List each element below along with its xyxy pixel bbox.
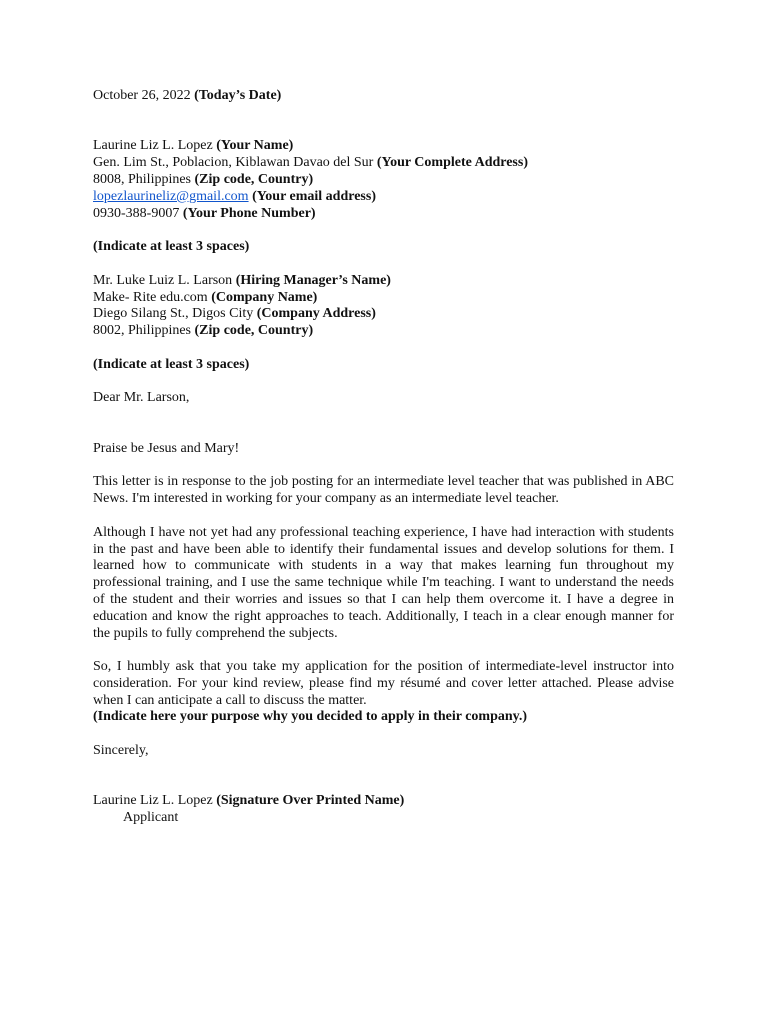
recipient-name-line [93, 273, 674, 290]
sender-block [93, 138, 674, 222]
sender-email-label: (Your email address) [252, 188, 376, 204]
salutation: Dear Mr. Larson, [93, 390, 190, 406]
spacing-note: (Indicate at least 3 spaces) [93, 356, 250, 372]
recipient-block [93, 273, 674, 340]
signature-line [93, 793, 674, 810]
recipient-address-label: (Company Address) [256, 306, 376, 322]
sender-zip-label: (Zip code, Country) [194, 171, 314, 187]
signature-label: (Signature Over Printed Name) [216, 793, 405, 809]
purpose-note: (Indicate here your purpose why you decided to apply in their company.) [93, 709, 528, 725]
recipient-address: Diego Silang St., Digos City [93, 306, 254, 322]
sender-address-line [93, 155, 674, 172]
body-paragraph-2: Although I have not yet had any professional teaching experience, I have had interaction with students in the past and have been able to identify their fundamental issues and develop solutions for them. I learned how to communicate with students in a way that makes learning fun throughout my professional training, and I use the same technique while I'm teaching. I want to understand the needs of the student and their worries and issues so that I can help them overcome it. I have a degree in education and know the right approaches to teach. Additionally, I teach in a clear enough manner for the pupils to fully comprehend the subjects. [93, 524, 674, 641]
closing: Sincerely, [93, 743, 149, 759]
recipient-zip-label: (Zip code, Country) [194, 323, 314, 339]
body-paragraph-3: So, I humbly ask that you take my application for the position of intermediate-level instructor into consideration. For your kind review, please find my résumé and cover letter attached. Please advise when I can anticipate a call to discuss the matter. [93, 659, 674, 708]
signature-name: Laurine Liz L. Lopez [93, 793, 213, 809]
recipient-zip: 8002, Philippines [93, 323, 192, 339]
sender-email-line [93, 189, 674, 206]
signature-title: Applicant [123, 810, 179, 826]
recipient-address-line [93, 306, 674, 323]
sender-email-link[interactable]: lopezlaurineliz@gmail.com [93, 188, 249, 204]
recipient-zip-line [93, 323, 674, 340]
sender-address: Gen. Lim St., Poblacion, Kiblawan Davao del Sur [93, 155, 374, 171]
sender-name-label: (Your Name) [216, 138, 294, 154]
date-text: October 26, 2022 [93, 88, 191, 103]
cover-letter [93, 88, 674, 827]
sender-phone-label: (Your Phone Number) [182, 205, 316, 221]
recipient-company-label: (Company Name) [211, 289, 318, 305]
sender-name: Laurine Liz L. Lopez [93, 138, 213, 154]
spacing-note: (Indicate at least 3 spaces) [93, 239, 250, 255]
sender-address-label: (Your Complete Address) [376, 155, 528, 171]
recipient-name-label: (Hiring Manager’s Name) [235, 272, 391, 288]
sender-name-line [93, 138, 674, 155]
greeting: Praise be Jesus and Mary! [93, 440, 240, 456]
recipient-company-line [93, 290, 674, 307]
sender-phone-line [93, 206, 674, 223]
body-paragraph-1: This letter is in response to the job posting for an intermediate level teacher that was published in ABC News. I'm interested in working for your company as an intermediate level teacher. [93, 474, 674, 507]
sender-phone: 0930-388-9007 [93, 205, 180, 221]
recipient-company: Make- Rite edu.com [93, 289, 208, 305]
date-line [93, 88, 674, 105]
recipient-name: Mr. Luke Luiz L. Larson [93, 272, 233, 288]
sender-zip-line [93, 172, 674, 189]
sender-zip: 8008, Philippines [93, 171, 192, 187]
date-label: (Today’s Date) [194, 88, 282, 103]
